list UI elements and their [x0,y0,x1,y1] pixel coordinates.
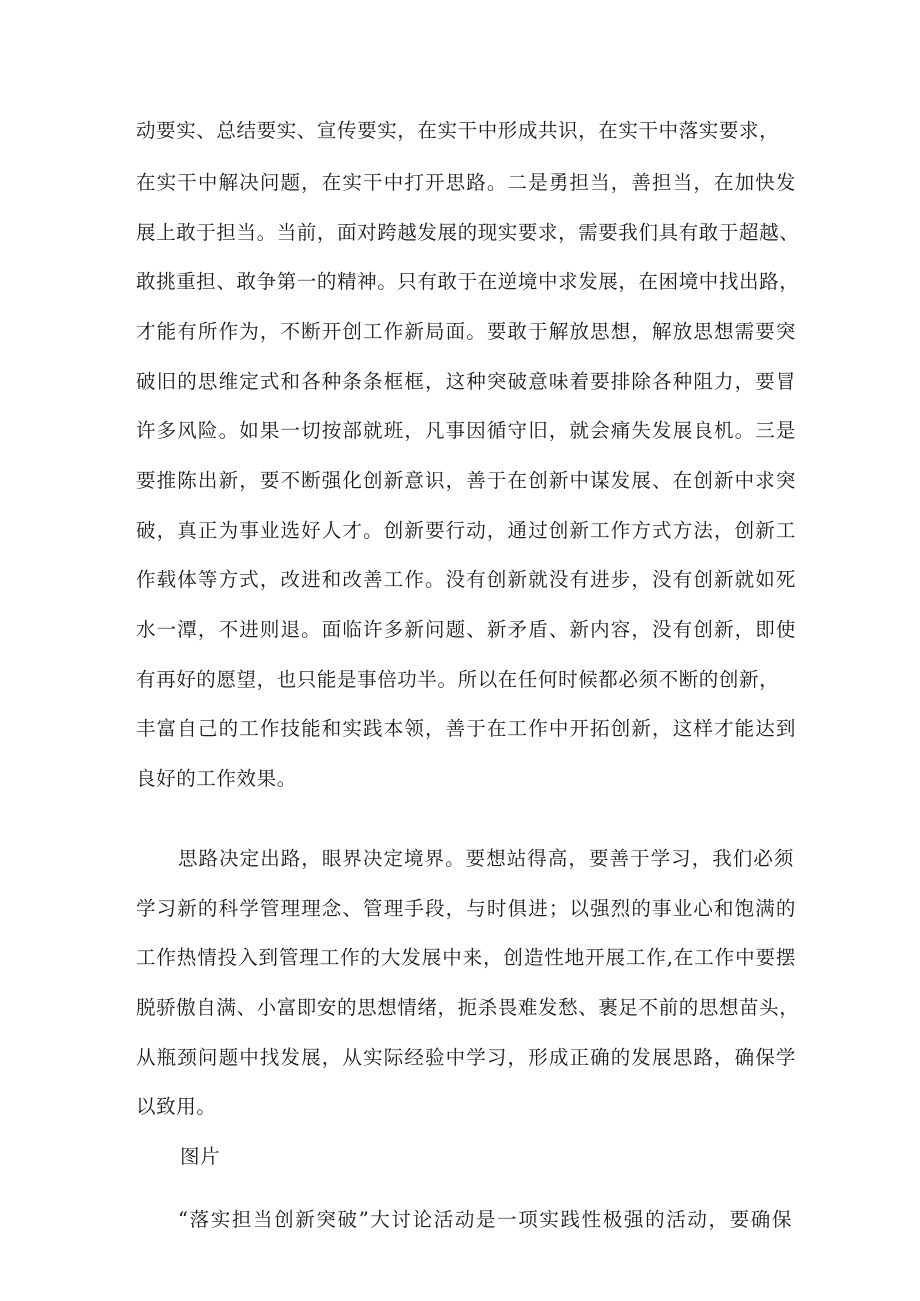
text-line: 破，真正为事业选好人才。创新要行动，通过创新工作方式方法，创新工 [136,519,796,542]
image-caption: 图片 [180,1145,221,1168]
text-line: 破旧的思维定式和各种条条框框，这种突破意味着要排除各种阻力，要冒 [136,370,796,393]
text-line: 许多风险。如果一切按部就班，凡事因循守旧，就会痛失发展良机。三是 [136,419,796,442]
text-line: 丰富自己的工作技能和实践本领，善于在工作中开拓创新，这样才能达到 [136,717,796,740]
text-line: 脱骄傲自满、小富即安的思想情绪，扼杀畏难发愁、裹足不前的思想苗头， [136,996,800,1019]
text-line: 良好的工作效果。 [136,767,297,790]
text-line: 才能有所作为，不断开创工作新局面。要敢于解放思想，解放思想需要突 [136,320,796,343]
text-line: 作载体等方式，改进和改善工作。没有创新就没有进步，没有创新就如死 [136,568,796,591]
text-line: 水一潭，不进则退。面临许多新问题、新矛盾、新内容，没有创新，即使 [136,618,796,641]
text-line: 敢挑重担、敢争第一的精神。只有敢于在逆境中求发展，在困境中找出路， [136,270,800,293]
text-line: 学习新的科学管理理念、管理手段，与时俱进；以强烈的事业心和饱满的 [136,897,796,920]
text-line: 以致用。 [136,1095,217,1118]
text-line: 展上敢于担当。当前，面对跨越发展的现实要求，需要我们具有敢于超越、 [136,221,800,244]
text-line: 从瓶颈问题中找发展，从实际经验中学习，形成正确的发展思路，确保学 [136,1046,796,1069]
text-line: 工作热情投入到管理工作的大发展中来，创造性地开展工作,在工作中要摆 [136,946,796,969]
text-line: 有再好的愿望，也只能是事倍功半。所以在任何时候都必须不断的创新， [136,668,780,691]
text-line: 思路决定出路，眼界决定境界。要想站得高，要善于学习，我们必须 [178,847,794,870]
text-line: 在实干中解决问题，在实干中打开思路。二是勇担当，善担当，在加快发 [136,171,796,194]
text-line: “落实担当创新突破”大讨论活动是一项实践性极强的活动，要确保 [178,1208,792,1231]
text-line: 要推陈出新，要不断强化创新意识，善于在创新中谋发展、在创新中求突 [136,469,796,492]
text-line: 动要实、总结要实、宣传要实，在实干中形成共识，在实干中落实要求， [136,119,780,142]
